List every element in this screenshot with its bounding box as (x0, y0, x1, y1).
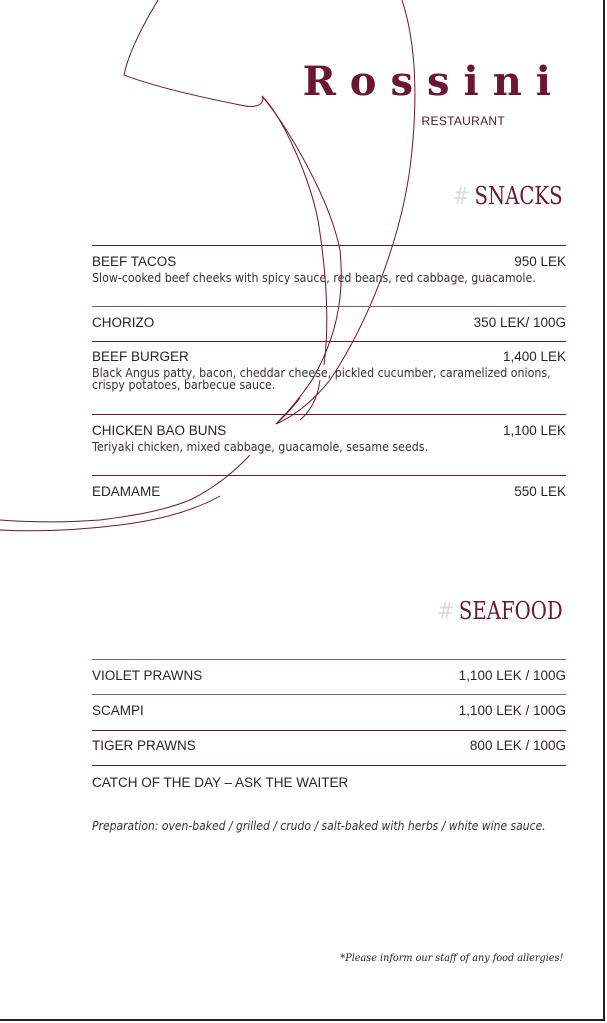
hash-icon: # (437, 597, 455, 625)
catch-of-the-day: CATCH OF THE DAY – ASK THE WAITER (92, 775, 349, 790)
item-name: CHORIZO (92, 315, 155, 330)
divider (92, 765, 566, 766)
item-price: 1,100 LEK / 100G (458, 703, 566, 718)
seafood-heading (438, 597, 563, 625)
menu-item-beef-tacos (92, 254, 566, 284)
divider (92, 306, 566, 307)
item-price: 1,400 LEK (502, 349, 566, 364)
divider (92, 730, 566, 731)
divider (92, 341, 566, 342)
divider (92, 414, 566, 415)
divider (92, 475, 566, 476)
item-name: BEEF TACOS (92, 254, 177, 269)
item-description: Teriyaki chicken, mixed cabbage, guacamole, sesame seeds. (92, 440, 429, 454)
seafood-title: SEAFOOD (459, 597, 563, 625)
divider (92, 659, 566, 660)
menu-item-beef-burger (92, 349, 566, 391)
item-description: Slow-cooked beef cheeks with spicy sauce, red beans, red cabbage, guacamole. (92, 271, 536, 285)
snacks-heading (453, 182, 563, 210)
item-price: 350 LEK/ 100G (473, 315, 566, 330)
menu-item-chicken-bao-buns (92, 423, 566, 453)
brand-name: Rossini (302, 58, 565, 105)
item-price: 1,100 LEK (502, 423, 566, 438)
item-price: 950 LEK (514, 254, 566, 269)
brand-subtitle: RESTAURANT (421, 114, 505, 128)
hash-icon: # (453, 182, 470, 210)
preparation-note: Preparation: oven-baked / grilled / crudo / salt-baked with herbs / white wine sauce. (92, 819, 546, 833)
menu-item-chorizo (92, 315, 566, 330)
divider (92, 694, 566, 695)
menu-item-tiger-prawns (92, 738, 566, 753)
item-price: 1,100 LEK / 100G (458, 668, 566, 683)
item-description: Black Angus patty, bacon, cheddar cheese, pickled cucumber, caramelized onions, crispy potatoes, barbecue sauce. (92, 366, 551, 392)
divider (92, 245, 566, 246)
snacks-title: SNACKS (474, 182, 563, 210)
item-price: 550 LEK (514, 484, 566, 499)
item-name: VIOLET PRAWNS (92, 668, 203, 683)
allergy-note: *Please inform our staff of any food allergies! (340, 952, 563, 964)
item-name: EDAMAME (92, 484, 161, 499)
menu-item-violet-prawns (92, 668, 566, 683)
menu-item-scampi (92, 703, 566, 718)
item-price: 800 LEK / 100G (469, 738, 566, 753)
item-name: SCAMPI (92, 703, 144, 718)
item-name: TIGER PRAWNS (92, 738, 196, 753)
item-name: CHICKEN BAO BUNS (92, 423, 227, 438)
menu-item-edamame (92, 484, 566, 499)
item-name: BEEF BURGER (92, 349, 189, 364)
